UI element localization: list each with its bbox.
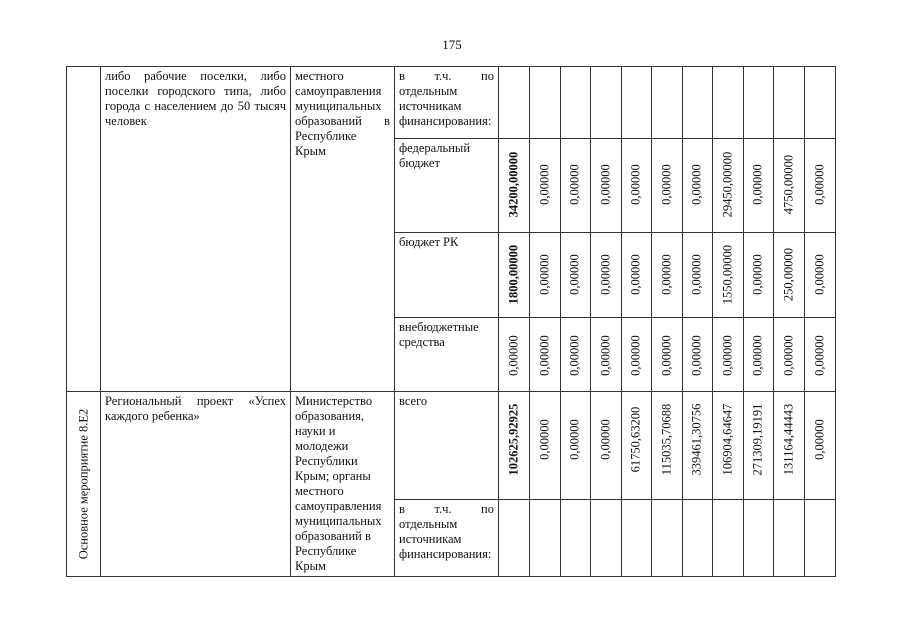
value-text: 0,00000 [689, 335, 704, 376]
value-cell [530, 500, 561, 577]
code-cell [67, 392, 101, 577]
value-text: 131164,44443 [781, 403, 796, 476]
value-text: 0,00000 [567, 419, 582, 460]
value-cell [743, 67, 774, 139]
value-cell [774, 67, 805, 139]
value-text: 0,00000 [537, 164, 552, 205]
value-text: 0,00000 [567, 164, 582, 205]
value-text: 0,00000 [689, 164, 704, 205]
value-text: 0,00000 [628, 335, 643, 376]
source-cell: в т.ч. по отдельным источникам финансирования: [395, 500, 499, 577]
value-text: 0,00000 [537, 335, 552, 376]
value-text: 0,00000 [750, 335, 765, 376]
source-cell: внебюджетные средства [395, 318, 499, 392]
value-text: 0,00000 [659, 335, 674, 376]
value-text: 1800,00000 [506, 244, 521, 305]
value-text: 0,00000 [598, 254, 613, 295]
value-text: 0,00000 [812, 419, 826, 460]
value-text: 339461,30756 [689, 403, 704, 476]
value-text: 0,00000 [812, 164, 826, 205]
source-cell: бюджет РК [395, 233, 499, 318]
page-number: 175 [442, 37, 462, 52]
finance-table [66, 66, 836, 577]
value-cell [591, 500, 622, 577]
value-text: 271309,19191 [750, 403, 765, 476]
value-cell [621, 67, 652, 139]
value-text: 0,00000 [537, 419, 552, 460]
value-cell [743, 500, 774, 577]
source-cell: всего [395, 392, 499, 500]
value-text: 0,00000 [689, 254, 704, 295]
value-text: 29450,00000 [720, 151, 735, 218]
value-text: 34200,00000 [506, 151, 521, 218]
value-text: 0,00000 [812, 254, 826, 295]
value-cell [560, 67, 591, 139]
value-cell [774, 500, 805, 577]
executor-cell: местного самоуправления муниципальных образований в Республике Крым [291, 67, 395, 392]
value-text: 0,00000 [659, 254, 674, 295]
value-text: 0,00000 [628, 254, 643, 295]
value-text: 1550,00000 [720, 244, 735, 305]
name-cell: либо рабочие поселки, либо поселки городского типа, либо города с населением до 50 тысяч человек [101, 67, 291, 392]
value-text: 0,00000 [628, 164, 643, 205]
value-cell [682, 67, 713, 139]
value-text: 0,00000 [720, 335, 735, 376]
value-text: 0,00000 [598, 335, 613, 376]
executor-cell: Министерство образования, науки и молодежи Республики Крым; органы местного самоуправления муниципальных образований в Республике Крым [291, 392, 395, 577]
value-cell [591, 67, 622, 139]
source-cell: в т.ч. по отдельным источникам финансирования: [395, 67, 499, 139]
value-text: 250,00000 [781, 247, 796, 302]
value-text: 0,00000 [506, 335, 521, 376]
code-text: Основное мероприятие 8.Е2 [76, 408, 90, 560]
name-cell: Региональный проект «Успех каждого ребенка» [101, 392, 291, 577]
value-text: 0,00000 [598, 419, 613, 460]
value-cell [713, 500, 744, 577]
value-text: 4750,00000 [781, 154, 796, 215]
value-cell [652, 500, 683, 577]
value-text: 0,00000 [659, 164, 674, 205]
table-row [67, 67, 836, 139]
value-cell [560, 500, 591, 577]
code-cell [67, 67, 101, 392]
value-text: 0,00000 [781, 335, 796, 376]
value-cell [804, 500, 835, 577]
value-cell [713, 67, 744, 139]
value-cell [499, 67, 530, 139]
value-text: 61750,63200 [628, 406, 643, 473]
value-text: 115035,70688 [659, 403, 674, 476]
value-cell [804, 67, 835, 139]
value-cell [621, 500, 652, 577]
value-cell [652, 67, 683, 139]
value-text: 0,00000 [750, 164, 765, 205]
value-text: 106904,64647 [720, 403, 735, 476]
value-cell [499, 500, 530, 577]
table-row [67, 392, 836, 500]
value-text: 0,00000 [537, 254, 552, 295]
value-text: 0,00000 [567, 254, 582, 295]
source-cell: федеральный бюджет [395, 139, 499, 233]
value-text: 0,00000 [567, 335, 582, 376]
value-text: 102625,92925 [506, 403, 521, 476]
value-text: 0,00000 [812, 335, 826, 376]
value-text: 0,00000 [598, 164, 613, 205]
value-cell [530, 67, 561, 139]
value-cell [682, 500, 713, 577]
value-text: 0,00000 [750, 254, 765, 295]
